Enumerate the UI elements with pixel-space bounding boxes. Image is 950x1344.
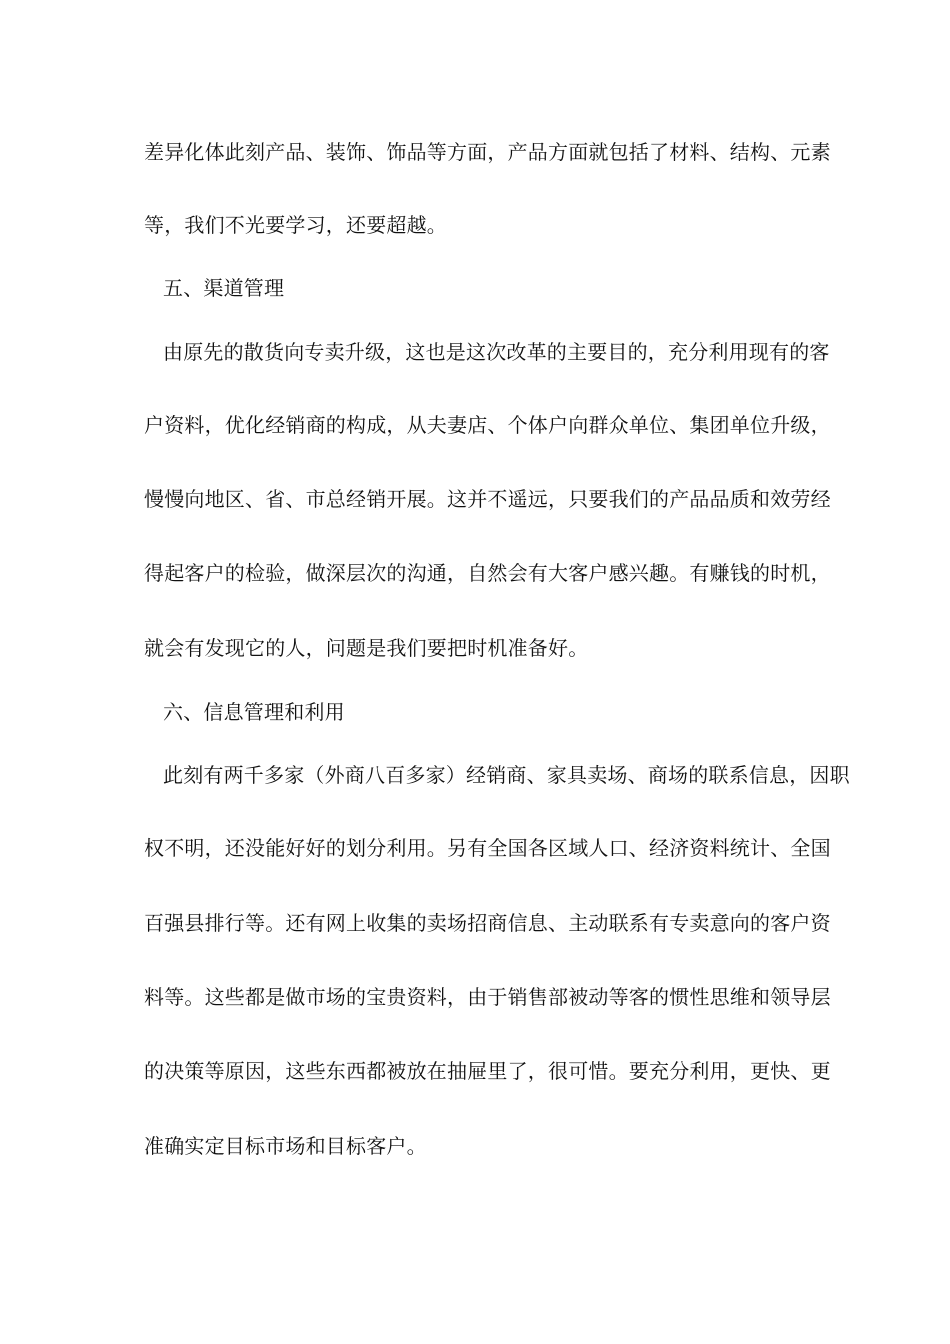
section-heading: 六、信息管理和利用 — [163, 700, 345, 724]
paragraph-line: 此刻有两千多家（外商八百多家）经销商、家具卖场、商场的联系信息，因职 — [163, 763, 850, 787]
paragraph-line: 得起客户的检验，做深层次的沟通，自然会有大客户感兴趣。有赚钱的时机， — [144, 561, 831, 585]
paragraph-line: 权不明，还没能好好的划分利用。另有全国各区域人口、经济资料统计、全国 — [144, 836, 831, 860]
paragraph-line: 等，我们不光要学习，还要超越。 — [144, 213, 447, 237]
paragraph-line: 就会有发现它的人，问题是我们要把时机准备好。 — [144, 636, 589, 660]
paragraph-line: 百强县排行等。还有网上收集的卖场招商信息、主动联系有专卖意向的客户资 — [144, 911, 831, 935]
paragraph-line: 料等。这些都是做市场的宝贵资料，由于销售部被动等客的惯性思维和领导层 — [144, 985, 831, 1009]
paragraph-line: 户资料，优化经销商的构成，从夫妻店、个体户向群众单位、集团单位升级， — [144, 413, 831, 437]
paragraph-line: 准确实定目标市场和目标客户。 — [144, 1134, 427, 1158]
section-heading: 五、渠道管理 — [163, 276, 285, 300]
paragraph-line: 的决策等原因，这些东西都被放在抽屉里了，很可惜。要充分利用，更快、更 — [144, 1059, 831, 1083]
paragraph-line: 由原先的散货向专卖升级，这也是这次改革的主要目的，充分利用现有的客 — [163, 340, 830, 364]
paragraph-line: 差异化体此刻产品、装饰、饰品等方面，产品方面就包括了材料、结构、元素 — [144, 140, 831, 164]
paragraph-line: 慢慢向地区、省、市总经销开展。这并不遥远，只要我们的产品品质和效劳经 — [144, 487, 831, 511]
